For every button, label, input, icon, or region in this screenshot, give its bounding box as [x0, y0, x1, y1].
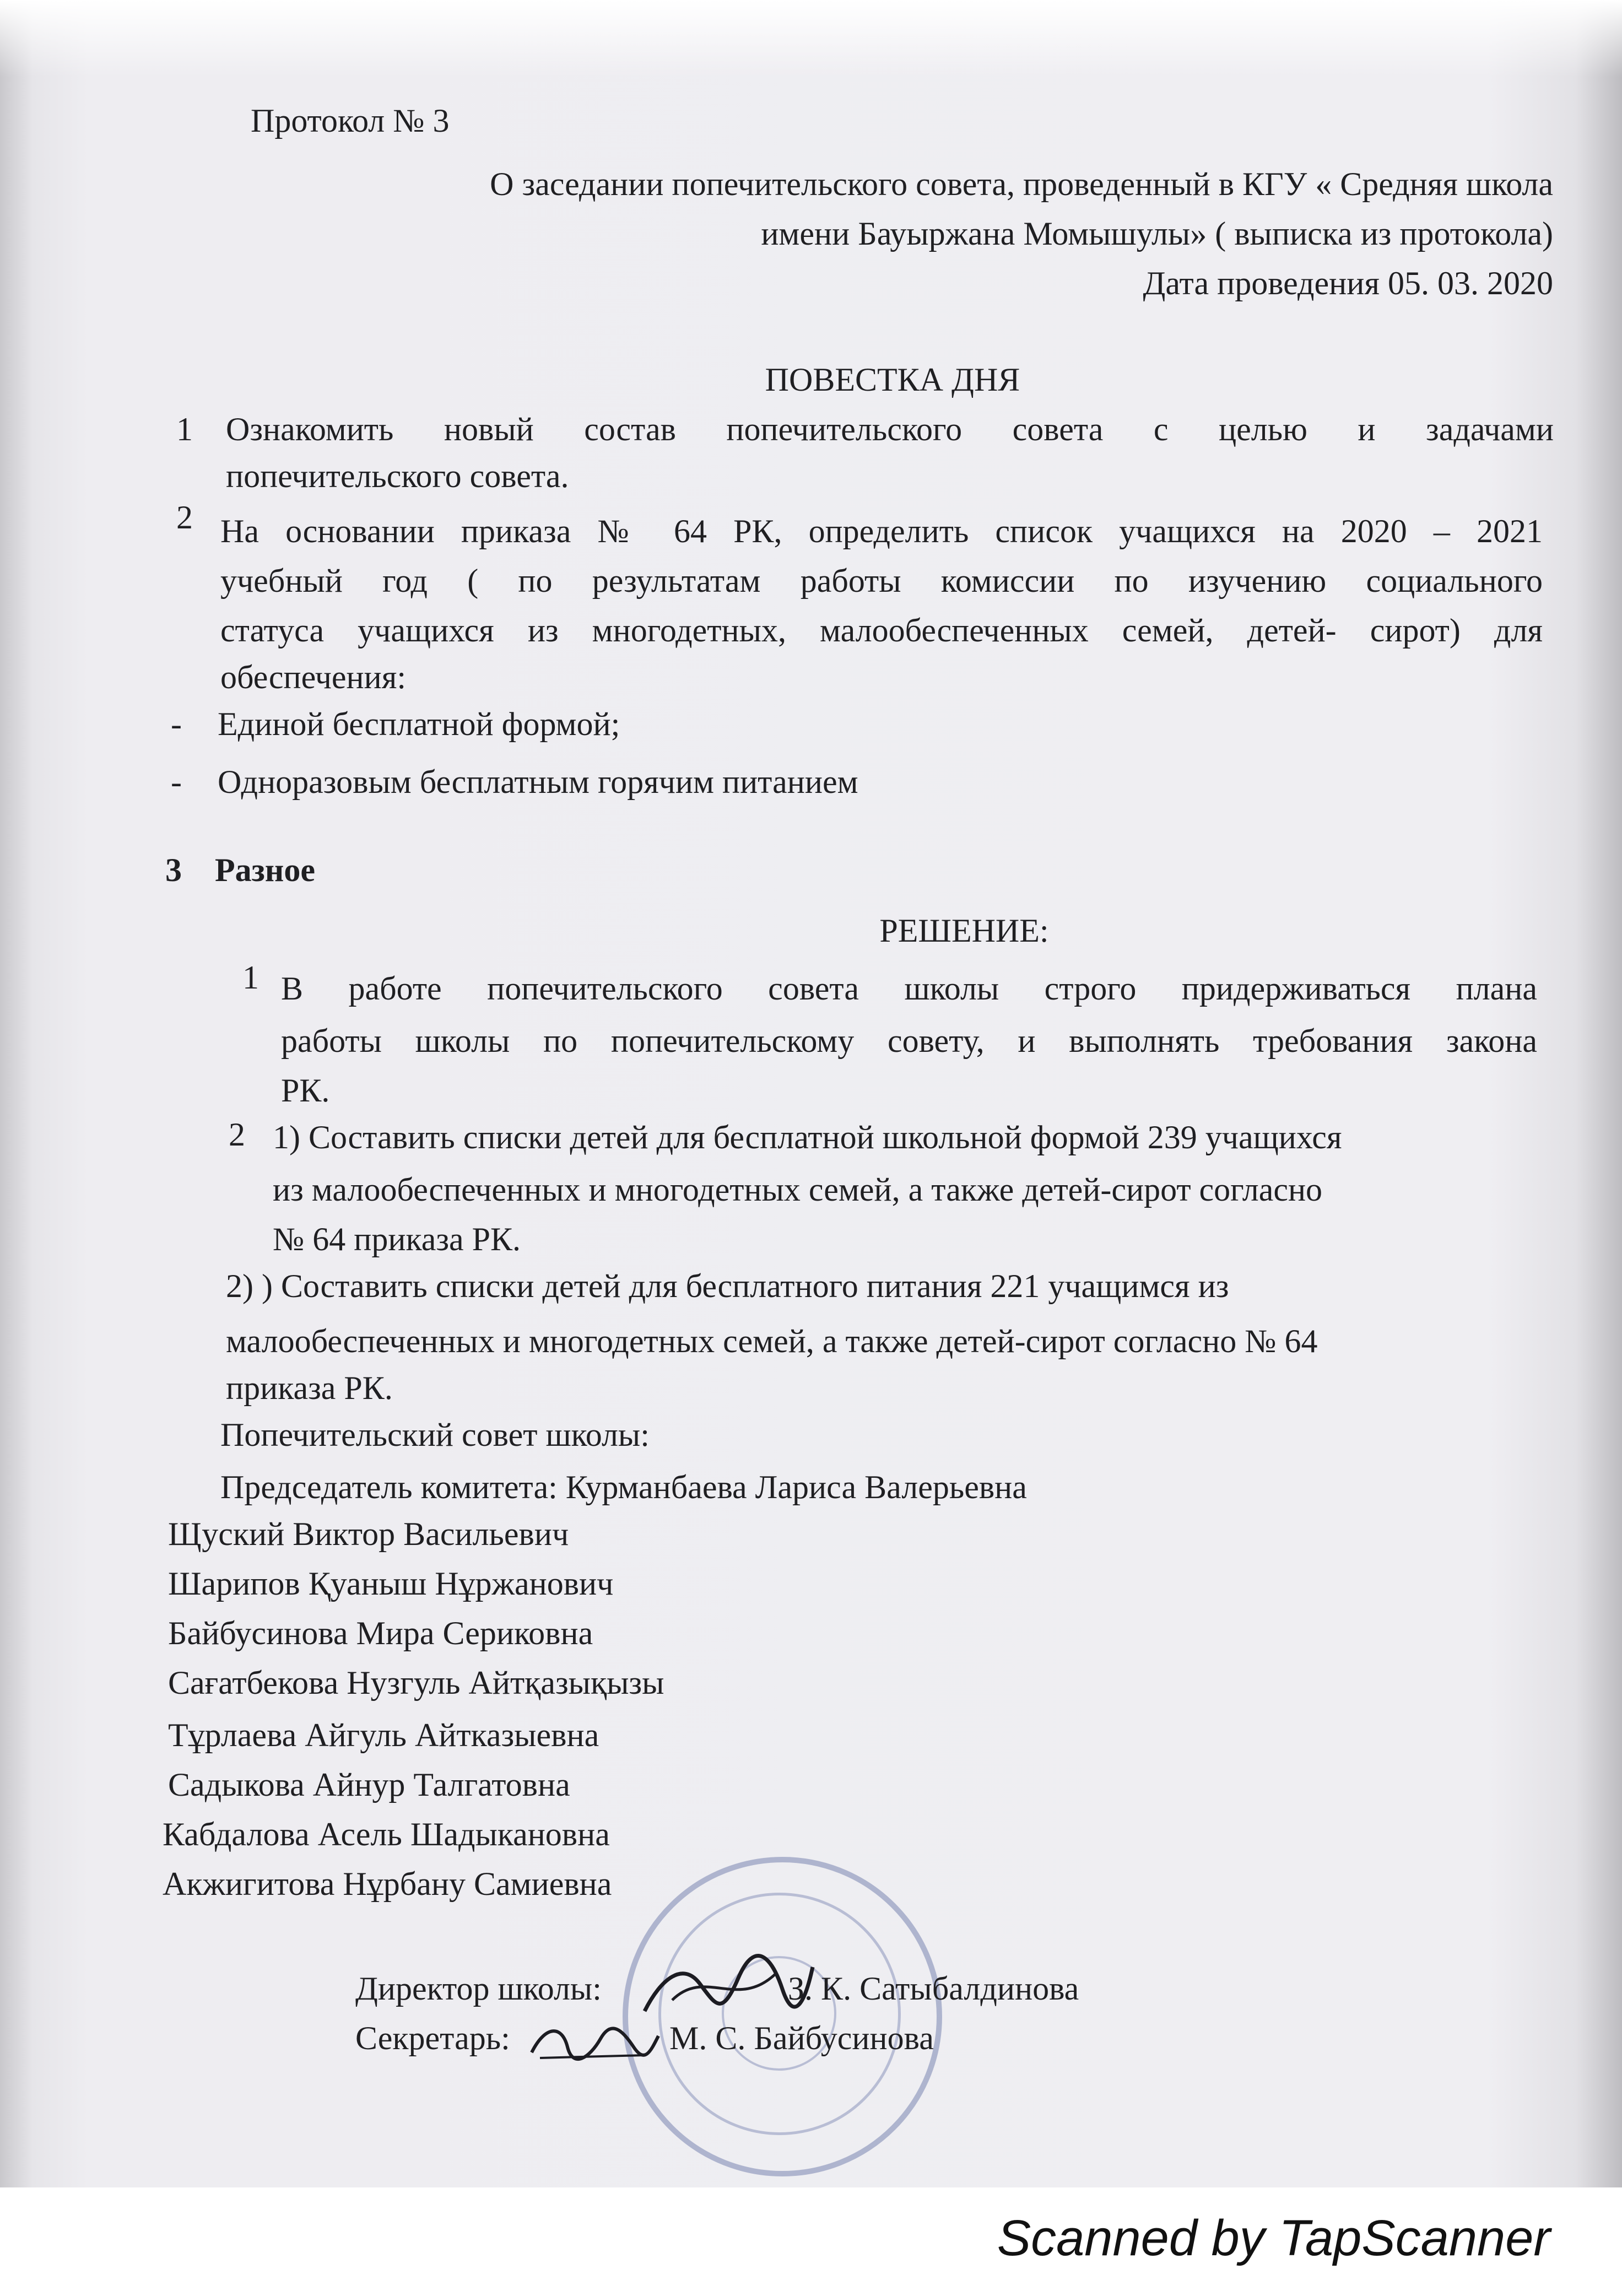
council-member: Тұрлаева Айгуль Айтказыевна	[168, 1717, 599, 1753]
agenda-item-2-line-4: обеспечения:	[220, 659, 407, 695]
council-member: Акжигитова Нұрбану Самиевна	[163, 1866, 612, 1902]
agenda-item-3-number: 3	[165, 852, 182, 888]
secretary-label: Секретарь:	[355, 2020, 510, 2056]
agenda-heading: ПОВЕСТКА ДНЯ	[765, 361, 1020, 398]
secretary-name: М. С. Байбусинова	[669, 2020, 934, 2056]
decision-item-1-line-2: работы школы по попечительскому совету, и выполнять требования закона	[281, 1023, 1537, 1059]
director-name: З. К. Сатыбалдинова	[788, 1970, 1079, 2007]
bullet-marker-1: -	[171, 706, 182, 742]
council-member: Щуский Виктор Васильевич	[168, 1516, 569, 1552]
header-line-1: О заседании попечительского совета, проведенный в КГУ « Средняя школа	[490, 166, 1553, 202]
secretary-signature-stroke	[529, 2014, 661, 2069]
decision-sub-2-line-1: 2) ) Составить списки детей для бесплатного питания 221 учащимся из	[226, 1268, 1229, 1304]
decision-sub-2-line-2: малообеспеченных и многодетных семей, а также детей-сирот согласно № 64	[226, 1323, 1318, 1359]
council-member: Шарипов Қуаныш Нұржанович	[168, 1565, 614, 1602]
director-label: Директор школы:	[355, 1970, 602, 2007]
council-chair: Председатель комитета: Курманбаева Лариса Валерьевна	[220, 1469, 1027, 1505]
decision-item-1-number: 1	[242, 959, 259, 996]
header-line-2: имени Бауыржана Момышулы» ( выписка из протокола)	[761, 215, 1553, 252]
agenda-bullet-2: Одноразовым бесплатным горячим питанием	[218, 764, 858, 800]
agenda-item-1-line-1: Ознакомить новый состав попечительского совета с целью и задачами	[226, 411, 1554, 447]
agenda-item-2-line-1: На основании приказа № 64 РК, определить список учащихся на 2020 – 2021	[220, 513, 1543, 549]
decision-item-2-line-2: из малообеспеченных и многодетных семей, а также детей-сирот согласно	[273, 1171, 1323, 1208]
agenda-item-2-line-3: статуса учащихся из многодетных, малообеспеченных семей, детей- сирот) для	[220, 612, 1543, 649]
agenda-item-3-text: Разное	[215, 852, 315, 888]
council-title: Попечительский совет школы:	[220, 1417, 650, 1453]
decision-item-2-number: 2	[229, 1116, 245, 1153]
decision-item-1-line-3: РК.	[281, 1072, 330, 1109]
council-member: Сағатбекова Нузгуль Айтқазықызы	[168, 1665, 664, 1701]
agenda-item-1-line-2: попечительского совета.	[226, 458, 569, 494]
agenda-item-2-number: 2	[176, 499, 193, 536]
council-member: Садыкова Айнур Талгатовна	[168, 1766, 570, 1803]
bullet-marker-2: -	[171, 764, 182, 800]
decision-item-2-line-1: 1) Составить списки детей для бесплатной школьной формой 239 учащихся	[273, 1119, 1342, 1155]
scanner-watermark: Scanned by TapScanner	[997, 2210, 1550, 2266]
decision-sub-2-line-3: приказа РК.	[226, 1370, 393, 1406]
agenda-item-2-line-2: учебный год ( по результатам работы комиссии по изучению социального	[220, 563, 1543, 599]
protocol-title: Протокол № 3	[251, 102, 450, 139]
meeting-date: Дата проведения 05. 03. 2020	[1143, 265, 1553, 301]
council-member: Байбусинова Мира Сериковна	[168, 1615, 593, 1651]
decision-heading: РЕШЕНИЕ:	[879, 912, 1049, 949]
agenda-bullet-1: Единой бесплатной формой;	[218, 706, 620, 742]
director-signature-stroke	[639, 1945, 815, 2028]
decision-item-2-line-3: № 64 приказа РК.	[273, 1221, 521, 1257]
council-member: Кабдалова Асель Шадыкановна	[163, 1816, 610, 1852]
agenda-item-1-number: 1	[176, 411, 193, 447]
decision-item-1-line-1: В работе попечительского совета школы строго придерживаться плана	[281, 970, 1537, 1007]
